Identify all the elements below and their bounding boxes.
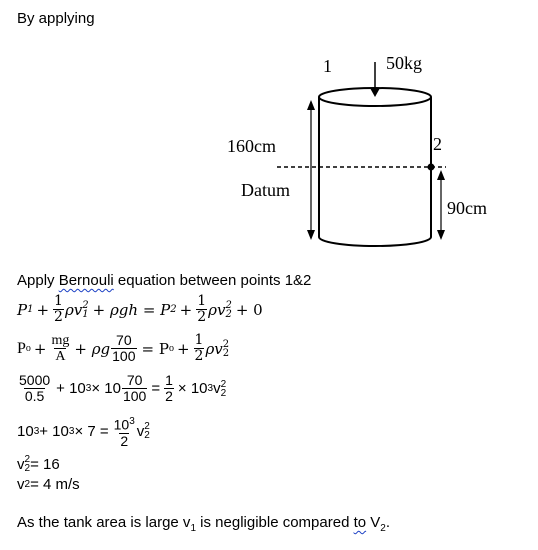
section-heading xyxy=(17,272,311,289)
intro-text: By applying xyxy=(17,10,95,27)
equation-1: P 1 + $\frac{1}{2}$ ρv 2 1 + ρgh = P 2 + $\frac{1}{2}$ ρv 2 2 + 0 xyxy=(17,293,263,325)
height-lower-label: 90cm xyxy=(447,198,487,218)
point2-label: 2 xyxy=(433,134,442,154)
height-arrow-top xyxy=(307,100,315,110)
lower-arrow-top xyxy=(437,170,445,180)
tank-bottom-arc xyxy=(319,237,431,246)
frac-half: $\frac{1}{2}$ xyxy=(54,293,63,325)
height-arrow-bottom xyxy=(307,230,315,240)
heading-post: equation between points 1&2 xyxy=(113,272,312,289)
mass-label: 50kg xyxy=(386,53,422,73)
equation-4: 10 3 + 10 3 × 7 = $\frac{10^3}{2}$ v 2 2 xyxy=(17,416,150,449)
load-arrow-head xyxy=(370,88,380,97)
heading-pre: Apply xyxy=(17,272,59,289)
heading-bernoulli: Bernouli xyxy=(58,272,114,289)
height-total-label: 160cm xyxy=(227,136,276,156)
equation-2: P o + $\frac{mg}{A}$ + ρg $\frac{70}{100}$ = P o + $\frac{1}{2}$ ρv 2 2 xyxy=(17,332,230,364)
datum-label: Datum xyxy=(241,180,290,200)
equation-3: $\frac{5000}{0.5}$ + 10 3 × 10 $\frac{70}{100}$ = $\frac{1}{2}$ × 10 3 v 2 2 xyxy=(19,372,227,404)
point1-label: 1 xyxy=(323,56,332,76)
equation-5: v 2 2 = 16 xyxy=(17,454,60,474)
point2-dot xyxy=(428,164,435,171)
lower-arrow-bottom xyxy=(437,230,445,240)
conclusion-text: As the tank area is large $v_1$ is negligible compared to $V_2$. xyxy=(17,514,391,534)
tank-diagram xyxy=(0,0,538,260)
equation-6: v 2 = 4 m/s xyxy=(17,476,80,493)
